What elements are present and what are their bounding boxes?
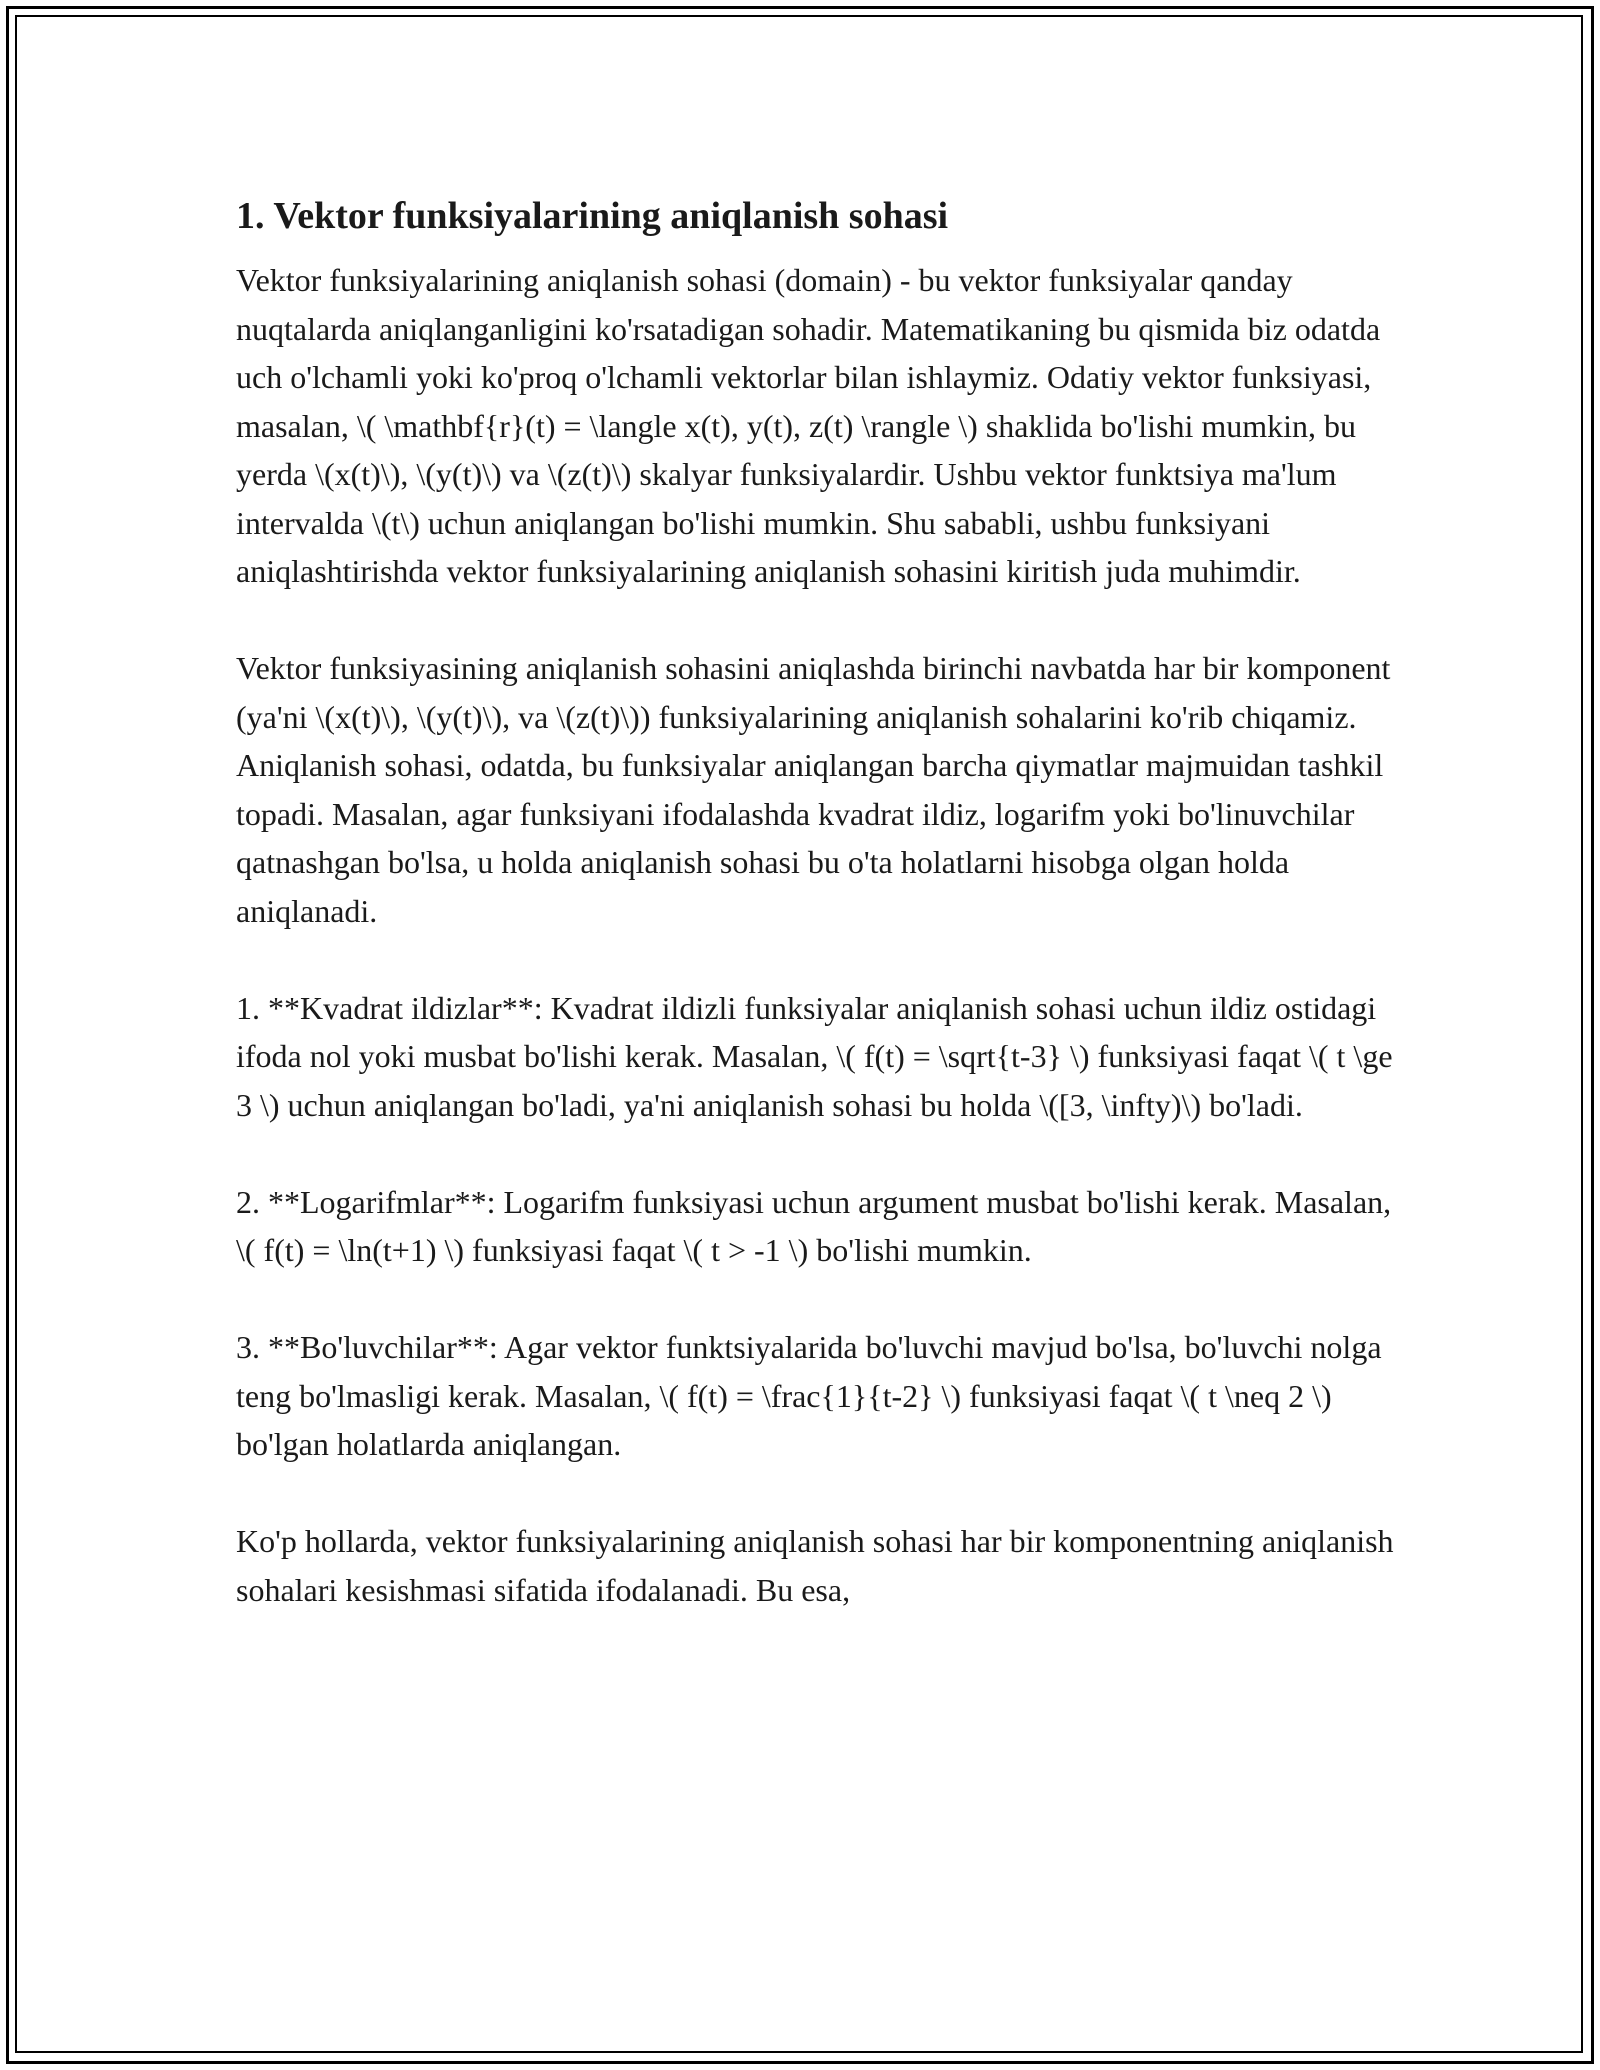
paragraph-square-roots: 1. **Kvadrat ildizlar**: Kvadrat ildizli funksiyalar aniqlanish sohasi uchun ildiz ostidagi ifoda nol yoki musbat bo'lishi kerak. Masalan, \( f(t) = \sqrt{t-3} \) funksiyasi faqat \( t \ge 3 \) uchun aniqlangan bo'ladi, ya'ni aniqlanish sohasi bu holda \([3, \infty)\) bo'ladi. bbox=[236, 989, 1393, 1123]
paragraph-domain-definition: Vektor funksiyalarining aniqlanish sohasi (domain) - bu vektor funksiyalar qanday nuqtalarda aniqlanganligini ko'rsatadigan sohadir. Matematikaning bu qismida biz odatda uch o'lchamli yoki ko'proq o'lchamli vektorlar bilan ishlaymiz. Odatiy vektor funksiyasi, masalan, \( \mathbf{r}(t) = \langle x(t), y(t), z(t) \rangle \) shaklida bo'lishi mumkin, bu yerda \(x(t)\), \(y(t)\) va \(z(t)\) skalyar funksiyalardir. Ushbu vektor funktsiya ma'lum intervalda \(t\) uchun aniqlangan bo'lishi mumkin. Shu sababli, ushbu funksiyani aniqlashtirishda vektor funksiyalarining aniqlanish sohasini kiritish juda muhimdir. bbox=[236, 262, 1381, 589]
paragraph-divisors: 3. **Bo'luvchilar**: Agar vektor funktsiyalarida bo'luvchi mavjud bo'lsa, bo'luvchi nolga teng bo'lmasligi kerak. Masalan, \( f(t) = \frac{1}{t-2} \) funksiyasi faqat \( t \neq 2 \) bo'lgan holatlarda aniqlangan. bbox=[236, 1329, 1382, 1462]
paragraph-component-domains: Vektor funksiyasining aniqlanish sohasini aniqlashda birinchi navbatda har bir komponent (ya'ni \(x(t)\), \(y(t)\), va \(z(t)\)) funksiyalarining aniqlanish sohalarini ko'rib chiqamiz. Aniqlanish sohasi, odatda, bu funksiyalar aniqlangan barcha qiymatlar majmuidan tashkil topadi. Masalan, agar funksiyani ifodalashda kvadrat ildiz, logarifm yoki bo'linuvchilar qatnashgan bo'lsa, u holda aniqlanish sohasi bu o'ta holatlarni hisobga olgan holda aniqlanadi. bbox=[236, 650, 1391, 929]
document-body bbox=[236, 188, 1396, 1663]
paragraph-intersection: Ko'p hollarda, vektor funksiyalarining aniqlanish sohasi har bir komponentning aniqlanish sohalari kesishmasi sifatida ifodalanadi. Bu esa, bbox=[236, 1523, 1394, 1608]
section-heading: 1. Vektor funksiyalarining aniqlanish sohasi bbox=[236, 195, 949, 237]
paragraph-logarithms: 2. **Logarifmlar**: Logarifm funksiyasi uchun argument musbat bo'lishi kerak. Masalan, \( f(t) = \ln(t+1) \) funksiyasi faqat \( t > -1 \) bo'lishi mumkin. bbox=[236, 1183, 1392, 1268]
